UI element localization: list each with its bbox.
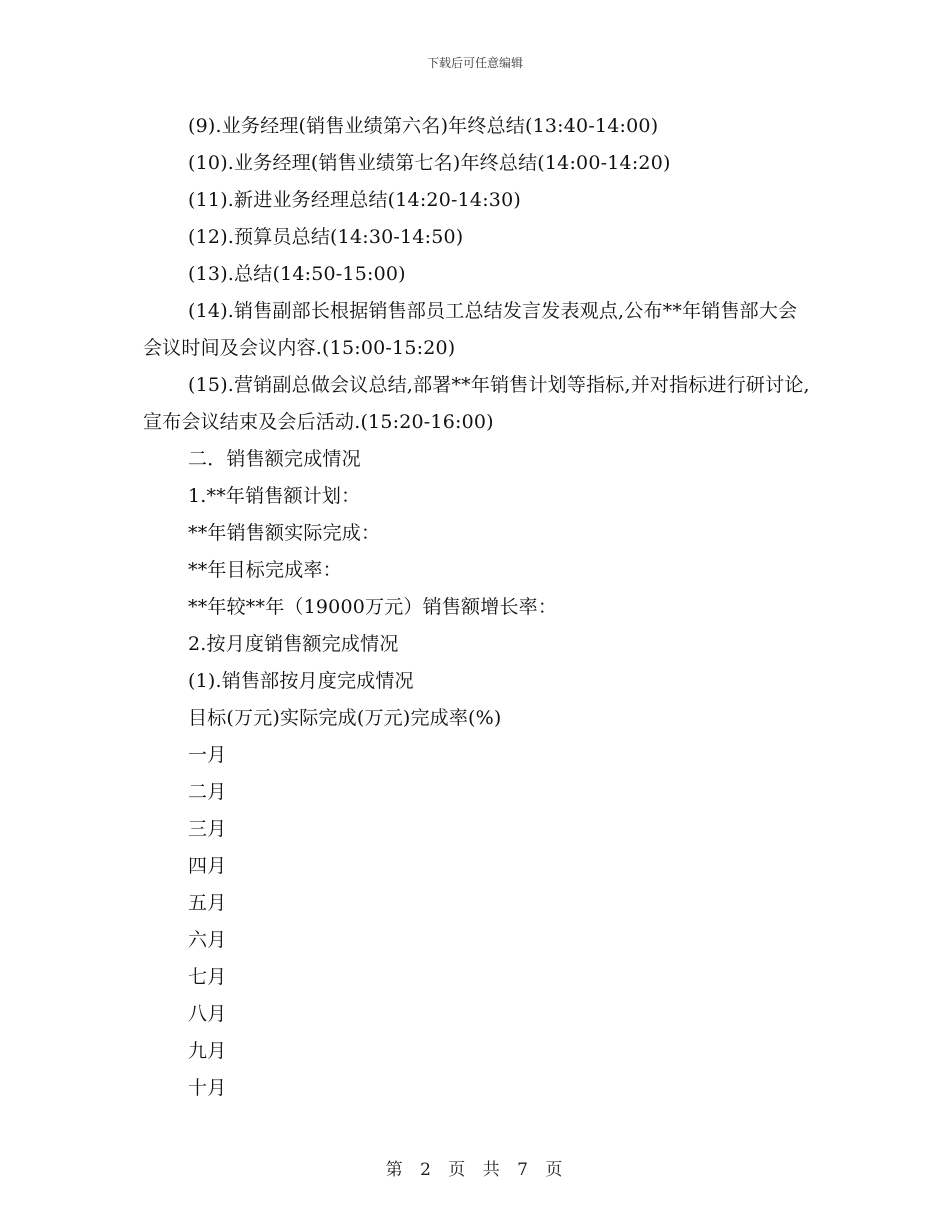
paragraph: (15).营销副总做会议总结,部署**年销售计划等指标,并对指标进行研讨论,宣布会议结束及会后活动.(15:20-16:00): [143, 374, 810, 433]
month-row: 九月: [188, 1040, 227, 1062]
month-row: 十月: [188, 1077, 227, 1099]
paragraph: 1.**年销售额计划：: [188, 485, 361, 507]
paragraph: (9).业务经理(销售业绩第六名)年终总结(13:40-14:00): [188, 115, 659, 137]
paragraph: 2.按月度销售额完成情况: [188, 633, 399, 655]
month-row: 七月: [188, 966, 227, 988]
section-heading: 二．销售额完成情况: [188, 448, 361, 470]
month-row: 三月: [188, 818, 227, 840]
paragraph: (14).销售副部长根据销售部员工总结发言发表观点,公布**年销售部大会会议时间及会议内容.(15:00-15:20): [143, 300, 798, 359]
footer-prefix: 第: [385, 1160, 405, 1180]
month-row: 八月: [188, 1003, 227, 1025]
paragraph: (13).总结(14:50-15:00): [188, 263, 406, 285]
footer-middle: 页: [448, 1160, 468, 1180]
paragraph: (12).预算员总结(14:30-14:50): [188, 226, 464, 248]
paragraph: (10).业务经理(销售业绩第七名)年终总结(14:00-14:20): [188, 152, 671, 174]
footer-suffix: 页: [545, 1160, 565, 1180]
page-header-note: 下载后可任意编辑: [426, 56, 523, 70]
paragraph: (1).销售部按月度完成情况: [188, 670, 414, 692]
paragraph: **年销售额实际完成：: [188, 522, 381, 544]
month-row: 四月: [188, 855, 227, 877]
paragraph: **年目标完成率：: [188, 559, 342, 581]
month-row: 一月: [188, 744, 227, 766]
total-page-number: 7: [517, 1160, 530, 1180]
table-header-line: 目标(万元)实际完成(万元)完成率(%): [188, 707, 502, 729]
document-body: [143, 108, 815, 1107]
paragraph: (11).新进业务经理总结(14:20-14:30): [188, 189, 521, 211]
month-row: 五月: [188, 892, 227, 914]
current-page-number: 2: [420, 1160, 433, 1180]
page-footer: [0, 1155, 950, 1180]
paragraph: **年较**年（19000万元）销售额增长率：: [188, 596, 558, 618]
footer-total-label: 共: [482, 1160, 502, 1180]
month-row: 六月: [188, 929, 227, 951]
month-row: 二月: [188, 781, 227, 803]
